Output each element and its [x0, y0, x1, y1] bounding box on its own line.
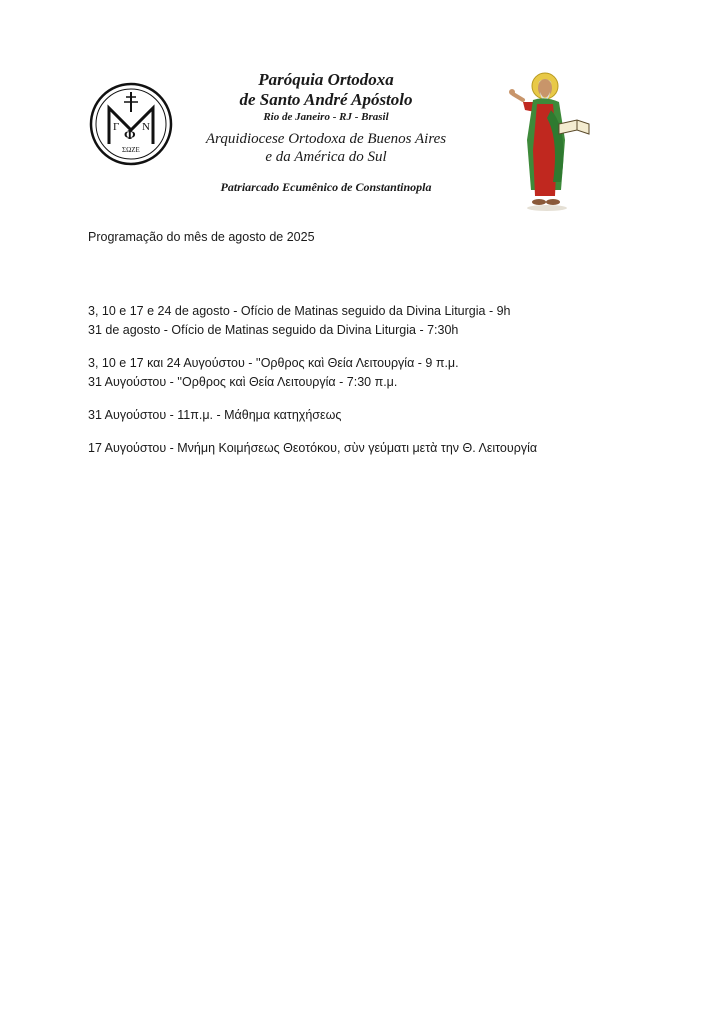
schedule-line-catechesis: 31 Αυγούστου - 11π.μ. - Μάθημα κατηχήσεως [88, 408, 342, 422]
schedule-title: Programação do mês de agosto de 2025 [88, 230, 315, 244]
orthodox-seal-icon [89, 82, 173, 166]
svg-text:Φ: Φ [124, 128, 136, 143]
schedule-line-gr-2: 31 Αυγούστου - ''Ορθρος καὶ Θεία Λειτουργία - 7:30 π.μ. [88, 375, 398, 389]
letterhead [0, 0, 724, 220]
spacer [88, 340, 688, 354]
schedule-body [88, 228, 688, 458]
spacer [88, 392, 688, 406]
svg-text:Γ: Γ [113, 121, 120, 133]
schedule-line-pt-1: 3, 10 e 17 e 24 de agosto - Ofício de Matinas seguido da Divina Liturgia - 9h [88, 304, 511, 318]
parish-location: Rio de Janeiro - RJ - Brasil [263, 111, 389, 123]
parish-name-line2: de Santo André Apóstolo [239, 90, 413, 109]
schedule-line-gr-1: 3, 10 e 17 και 24 Αυγούστου - ''Ορθρος καὶ Θεία Λειτουργία - 9 π.μ. [88, 356, 459, 370]
svg-text:ΣΩΖΕ: ΣΩΖΕ [122, 146, 140, 154]
archdiocese-line2: e da América do Sul [265, 149, 387, 165]
archdiocese-line1: Arquidiocese Ortodoxa de Buenos Aires [205, 131, 447, 147]
letterhead-titles [196, 70, 456, 194]
parish-name-line1: Paróquia Ortodoxa [258, 70, 394, 89]
schedule-line-dormition: 17 Αυγούστου - Μνήμη Κοιμήσεως Θεοτόκου, σὺν γεύματι μετὰ την Θ. Λειτουργία [88, 441, 538, 455]
saint-andrew-icon [503, 70, 595, 216]
patriarchate-name: Patriarcado Ecumênico de Constantinopla [220, 180, 432, 194]
spacer [88, 425, 688, 439]
svg-text:Ν: Ν [142, 121, 150, 133]
schedule-line-pt-2: 31 de agosto - Ofício de Matinas seguido da Divina Liturgia - 7:30h [88, 323, 459, 337]
